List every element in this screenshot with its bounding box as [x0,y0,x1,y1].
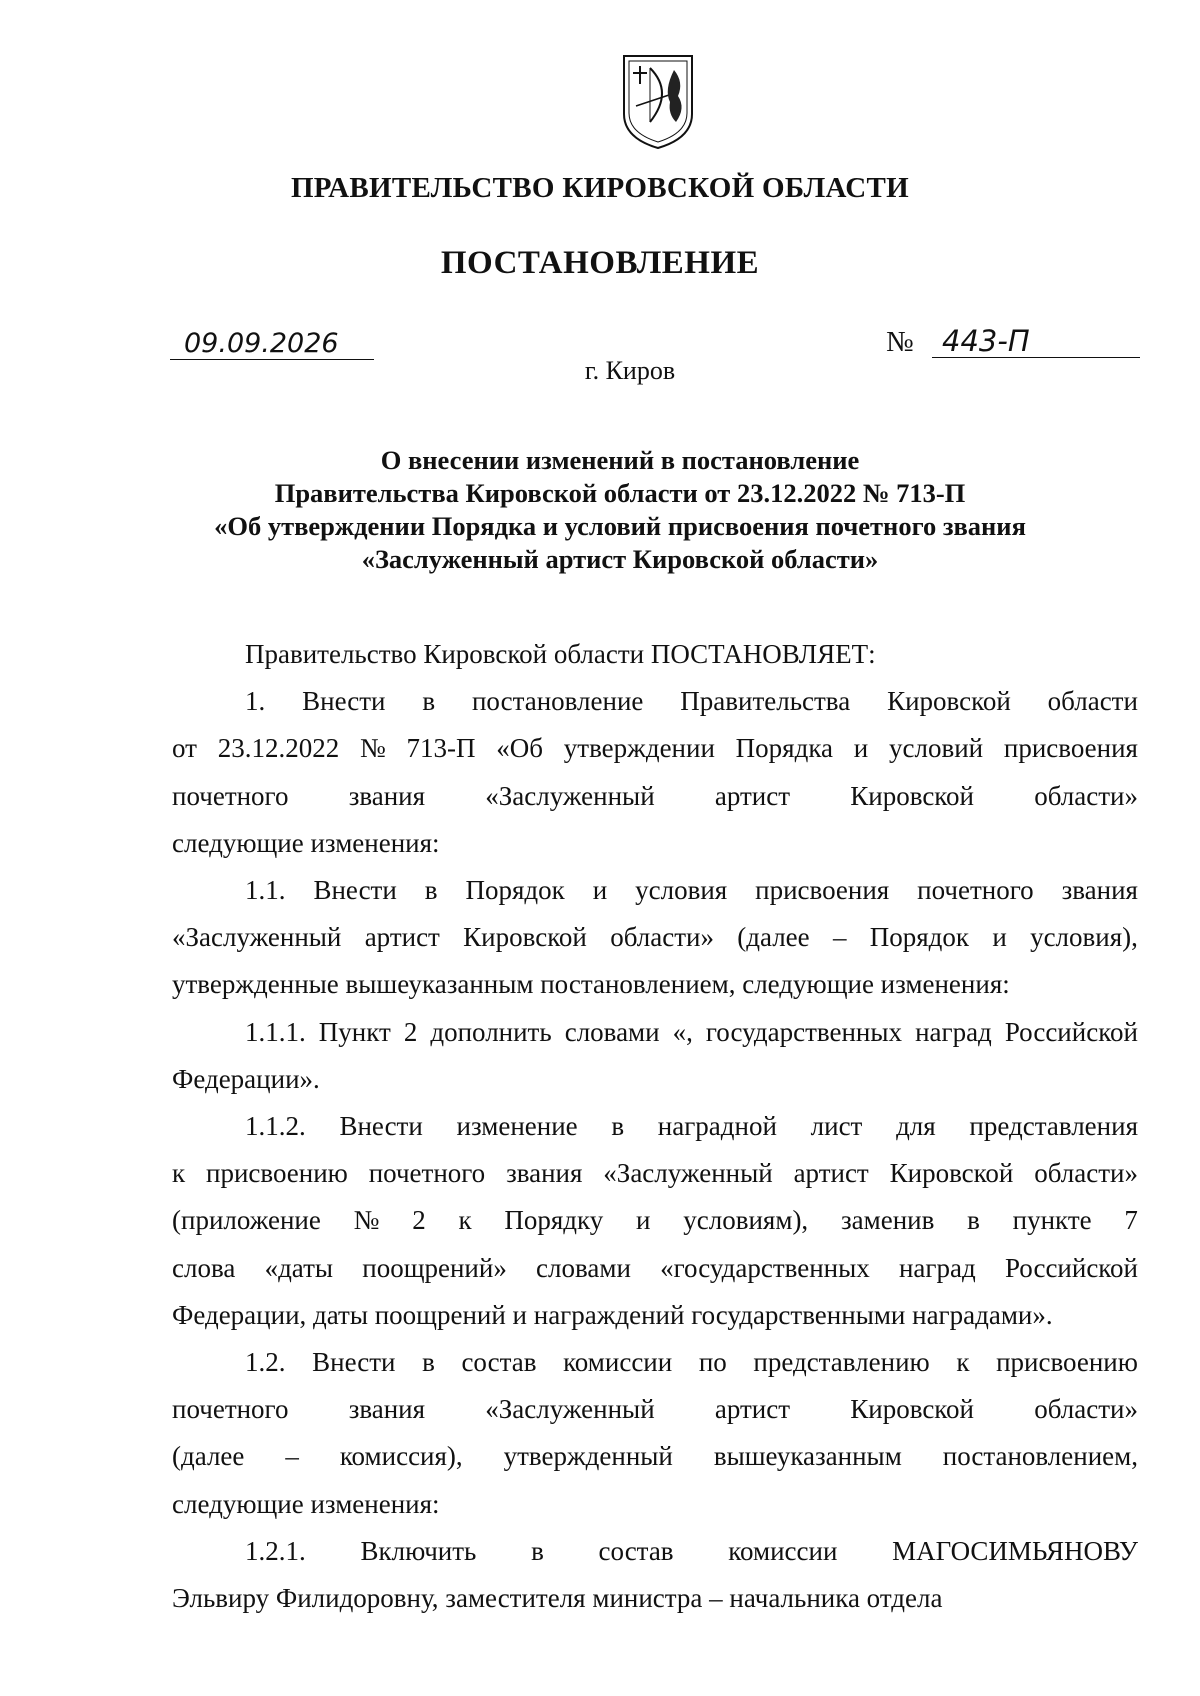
subject-line: О внесении изменений в постановление [380,445,860,475]
subject-line: «Об утверждении Порядка и условий присвоения почетного звания [214,511,1026,541]
paragraph-1-2 [172,1339,1138,1528]
word: области» [1034,1394,1138,1425]
word: почетного [368,1158,486,1189]
word: «Заслуженный [172,922,342,953]
word: № [359,733,386,764]
word: Правительства [680,686,851,717]
word: Внести [312,1347,396,1378]
word: (далее [172,1441,245,1472]
word: и [853,733,869,764]
text-line [172,1339,1138,1386]
text-line [172,914,1138,961]
text-line [172,1433,1138,1480]
word: МАГОСИМЬЯНОВУ [892,1535,1138,1566]
word: Кировской [850,1394,974,1425]
word: для [896,1111,936,1142]
word: в [531,1535,544,1566]
word: словами [536,1252,631,1283]
word: комиссии [728,1535,838,1566]
word: и [592,875,608,906]
word: Федерации, даты поощрений и награждений государственными наградами». [172,1299,1053,1330]
document-subject [150,444,1090,576]
text-line [172,1150,1138,1197]
paragraph-1-1 [172,867,1138,1009]
word: области [1047,686,1138,717]
word: Порядок [869,922,970,953]
word: представлению [753,1347,930,1378]
document-date: 09.09.2026 [170,328,374,360]
word: Российской [1004,1016,1138,1047]
word: почетного [917,875,1034,906]
word: 1.2.1. [245,1535,306,1566]
word: 1. [245,686,266,717]
word: начальника [729,1583,860,1614]
word: Порядку [504,1205,604,1236]
word: 7 [1124,1205,1138,1236]
text-line [172,1481,1138,1528]
word: в [424,875,438,906]
word: (далее [737,922,810,953]
word: артист [714,780,791,811]
word: условий [889,733,984,764]
word: области» [1034,780,1138,811]
word: Федерации». [172,1063,320,1094]
word: Порядка [735,733,834,764]
word: 2 [403,1016,418,1047]
text-line [172,1245,1138,1292]
word: утверждении [563,733,715,764]
word: изменение [456,1111,578,1142]
word: наградной [657,1111,777,1142]
word: артист [793,1158,869,1189]
word: почетного [172,1394,289,1425]
paragraph-1 [172,678,1138,867]
word: Эльвиру [172,1583,270,1614]
word: 1.2. [245,1347,286,1378]
word: утвержденные вышеуказанным постановлением, следующие изменения: [172,969,1010,1000]
text-line [172,820,1138,867]
word: постановлением, [942,1441,1138,1472]
word: от [172,733,197,764]
word: представления [969,1111,1138,1142]
word: Включить [360,1535,477,1566]
word: артист [714,1394,791,1425]
word: «Заслуженный [485,780,655,811]
text-line [172,1386,1138,1433]
word: 1.1. [245,875,286,906]
word: состав [598,1535,674,1566]
paragraph-1-1-1 [172,1009,1138,1103]
word: Кировской [887,686,1011,717]
word: комиссия), [339,1441,463,1472]
word: присвоения [755,875,890,906]
word: 23.12.2022 [217,733,340,764]
word: к [956,1347,970,1378]
word: присвоению [996,1347,1138,1378]
word: состав [461,1347,537,1378]
text-line [172,1009,1138,1056]
text-line [172,1575,1138,1622]
text-line [172,1292,1138,1339]
text-line [172,961,1138,1008]
government-title: ПРАВИТЕЛЬСТВО КИРОВСКОЙ ОБЛАСТИ [290,172,910,204]
word: «Заслуженный [485,1394,655,1425]
city-name: г. Киров [584,356,676,385]
word: Порядок [465,875,565,906]
word: – [285,1441,299,1472]
word: «даты [264,1252,334,1283]
word: звания [1061,875,1138,906]
word: условиям), [683,1205,809,1236]
word: в [611,1111,625,1142]
word: условия [635,875,728,906]
paragraph-1-2-1 [172,1528,1138,1622]
word: – [709,1583,723,1614]
word: № [353,1205,380,1236]
document-number: 443-П [932,324,1140,358]
text-line [172,773,1138,820]
word: 1.1.1. [245,1016,306,1047]
document-type-title: ПОСТАНОВЛЕНИЕ [440,245,760,281]
number-label: № [886,326,914,358]
paragraph-1-1-2 [172,1103,1138,1339]
intro-paragraph: Правительство Кировской области ПОСТАНОВЛЯЕТ: [245,639,876,669]
word: звания [348,780,426,811]
word: «государственных [660,1252,870,1283]
word: «, [672,1016,693,1047]
text-line [172,725,1138,772]
word: области» [610,922,714,953]
word: заместителя [445,1583,586,1614]
word: в [422,1347,435,1378]
document-body [172,631,1138,1622]
word: комиссии [563,1347,673,1378]
word: артист [364,922,440,953]
word: Кировской [889,1158,1014,1189]
word: Российской [1004,1252,1138,1283]
word: следующие изменения: [172,827,440,858]
word: – [832,922,847,953]
word: Кировской [463,922,587,953]
word: 713-П [406,733,476,764]
text-line [172,678,1138,725]
word: постановление [471,686,644,717]
subject-line: Правительства Кировской области от 23.12.2022 № 713-П [274,478,966,508]
word: отдела [866,1583,943,1614]
word: в [967,1205,980,1236]
word: Внести [302,686,386,717]
word: 2 [412,1205,426,1236]
text-line [172,867,1138,914]
word: поощрений» [362,1252,507,1283]
word: к [172,1158,186,1189]
word: наград [898,1252,976,1283]
word: словами [564,1016,660,1047]
word: Филидоровну, [275,1583,439,1614]
word: присвоению [206,1158,348,1189]
word: области» [1034,1158,1138,1189]
word: условия), [1030,922,1138,953]
kirov-coat-of-arms-emblem [620,52,696,152]
word: наград [915,1016,992,1047]
word: заменив [840,1205,935,1236]
word: министра [592,1583,703,1614]
word: 1.1.2. [245,1111,306,1142]
text-line [172,1197,1138,1244]
word: Кировской [850,780,974,811]
word: Пункт [318,1016,391,1047]
word: следующие изменения: [172,1488,440,1519]
text-line [172,1528,1138,1575]
text-line [172,1103,1138,1150]
word: (приложение [172,1205,321,1236]
word: пункте [1012,1205,1092,1236]
word: «Заслуженный [603,1158,773,1189]
text-line [172,1056,1138,1103]
word: слова [172,1252,236,1283]
word: утвержденный [503,1441,673,1472]
word: присвоения [1003,733,1138,764]
word: в [422,686,436,717]
word: Внести [313,875,397,906]
word: звания [506,1158,583,1189]
word: лист [810,1111,863,1142]
word: дополнить [430,1016,552,1047]
word: и [992,922,1007,953]
subject-line: «Заслуженный артист Кировской области» [361,544,879,574]
word: по [698,1347,727,1378]
word: и [636,1205,651,1236]
word: звания [348,1394,426,1425]
word: Внести [339,1111,423,1142]
word: государственных [705,1016,903,1047]
word: к [458,1205,472,1236]
word: вышеуказанным [713,1441,902,1472]
word: почетного [172,780,289,811]
word: «Об [496,733,544,764]
